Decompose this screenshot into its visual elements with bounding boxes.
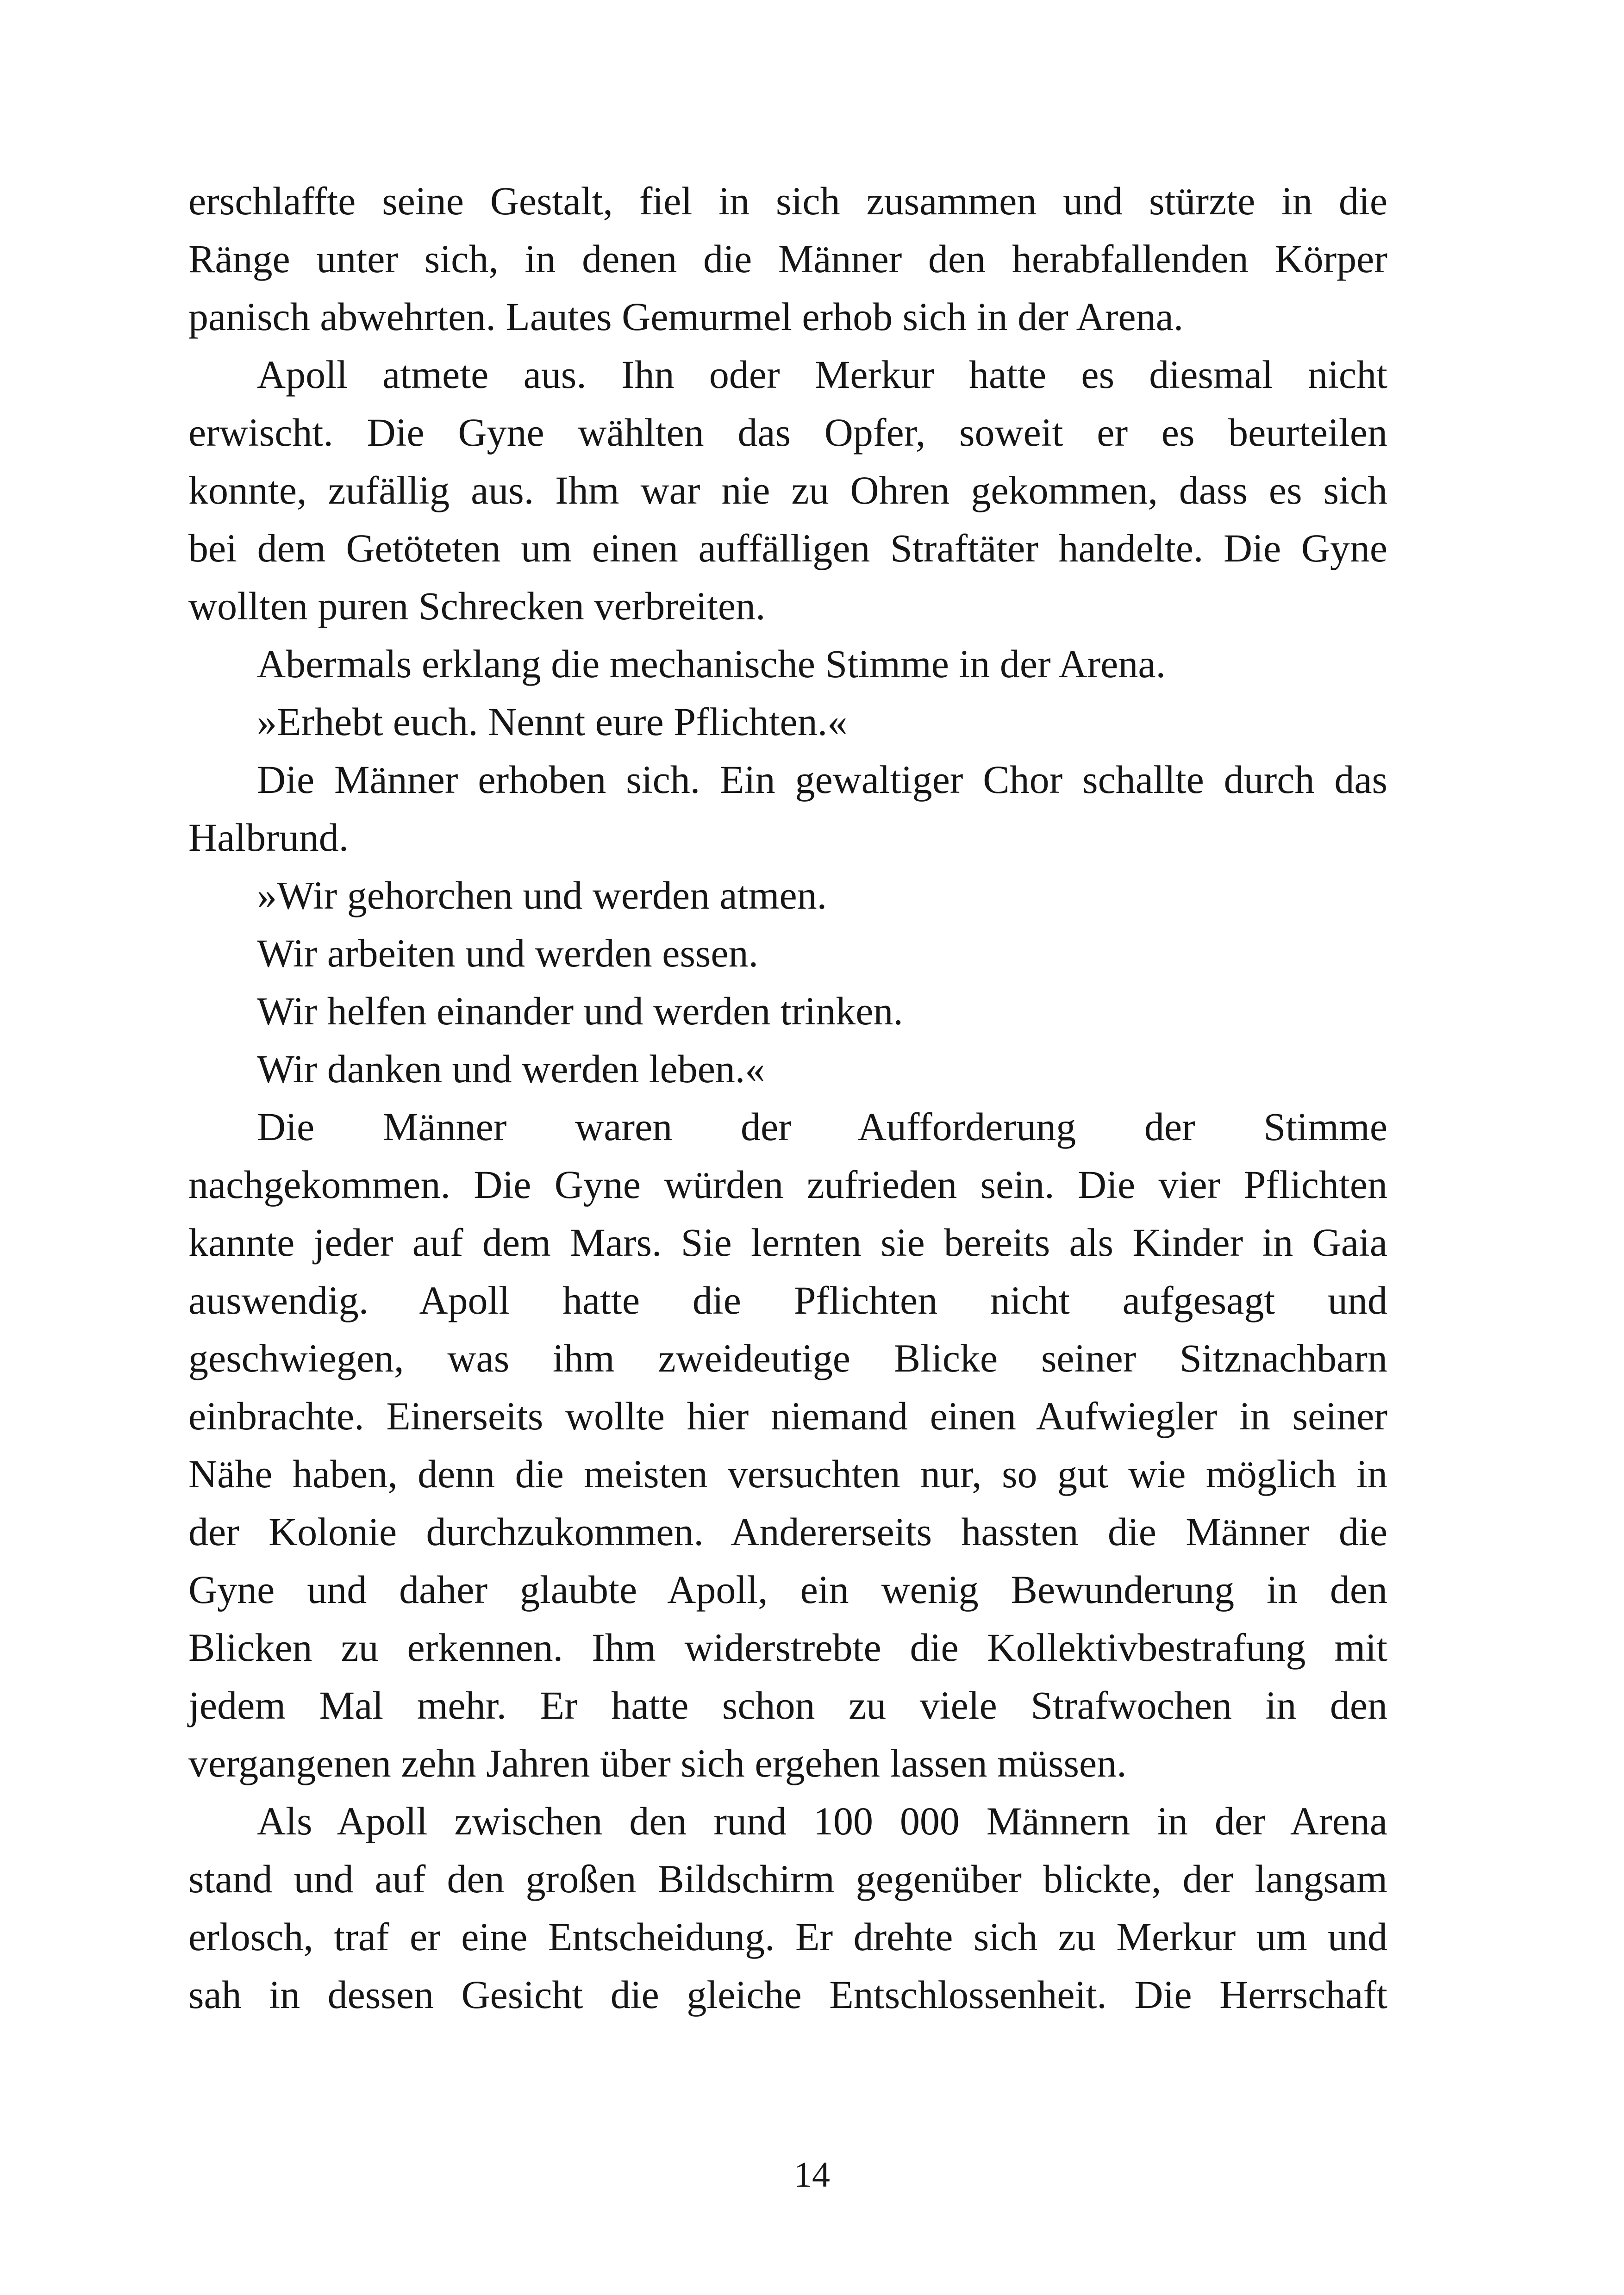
text-line: Ränge unter sich, in denen die Männer den herabfallenden Körper [188,237,1387,281]
text-line: Gyne und daher glaubte Apoll, ein wenig Bewunderung in den [188,1567,1387,1612]
text-line: Als Apoll zwischen den rund 100 000 Männern in der Arena [257,1799,1387,1843]
text-line: stand und auf den großen Bildschirm gegenüber blickte, der langsam [188,1857,1387,1901]
text-line: Nähe haben, denn die meisten versuchten nur, so gut wie möglich in [188,1452,1387,1496]
text-line: geschwiegen, was ihm zweideutige Blicke seiner Sitznachbarn [188,1336,1387,1380]
text-line: auswendig. Apoll hatte die Pflichten nicht aufgesagt und [188,1278,1387,1322]
page-number: 14 [794,2154,830,2195]
text-line: Wir danken und werden leben.« [257,1047,765,1091]
text-line: Apoll atmete aus. Ihn oder Merkur hatte es diesmal nicht [257,352,1387,397]
text-line: Wir arbeiten und werden essen. [257,931,759,975]
text-line: konnte, zufällig aus. Ihm war nie zu Ohren gekommen, dass es sich [188,468,1387,512]
text-line: Die Männer waren der Aufforderung der Stimme [257,1104,1387,1149]
text-line: »Wir gehorchen und werden atmen. [257,873,827,917]
text-line: panisch abwehrten. Lautes Gemurmel erhob sich in der Arena. [188,294,1184,339]
text-line: der Kolonie durchzukommen. Andererseits hassten die Männer die [188,1509,1387,1554]
text-line: Blicken zu erkennen. Ihm widerstrebte die Kollektivbestrafung mit [188,1625,1387,1670]
body-text [188,172,1387,2024]
text-line: nachgekommen. Die Gyne würden zufrieden sein. Die vier Pflichten [188,1162,1387,1207]
text-line: erlosch, traf er eine Entscheidung. Er drehte sich zu Merkur um und [188,1915,1387,1959]
text-line: wollten puren Schrecken verbreiten. [188,584,766,628]
text-line: Halbrund. [188,815,349,860]
text-line: kannte jeder auf dem Mars. Sie lernten sie bereits als Kinder in Gaia [188,1220,1387,1265]
text-line: vergangenen zehn Jahren über sich ergehen lassen müssen. [188,1741,1127,1785]
text-line: Wir helfen einander und werden trinken. [257,989,903,1033]
text-line: bei dem Getöteten um einen auffälligen Straftäter handelte. Die Gyne [188,526,1387,570]
text-line: erwischt. Die Gyne wählten das Opfer, soweit er es beurteilen [188,410,1387,455]
text-line: einbrachte. Einerseits wollte hier niemand einen Aufwiegler in seiner [188,1394,1387,1438]
text-line: Abermals erklang die mechanische Stimme in der Arena. [257,642,1166,686]
text-line: Die Männer erhoben sich. Ein gewaltiger Chor schallte durch das [257,757,1387,802]
text-line: erschlaffte seine Gestalt, fiel in sich zusammen und stürzte in die [188,179,1387,223]
text-line: sah in dessen Gesicht die gleiche Entschlossenheit. Die Herrschaft [188,1972,1387,2017]
text-line: »Erhebt euch. Nennt eure Pflichten.« [257,699,848,744]
text-line: jedem Mal mehr. Er hatte schon zu viele Strafwochen in den [188,1683,1387,1727]
